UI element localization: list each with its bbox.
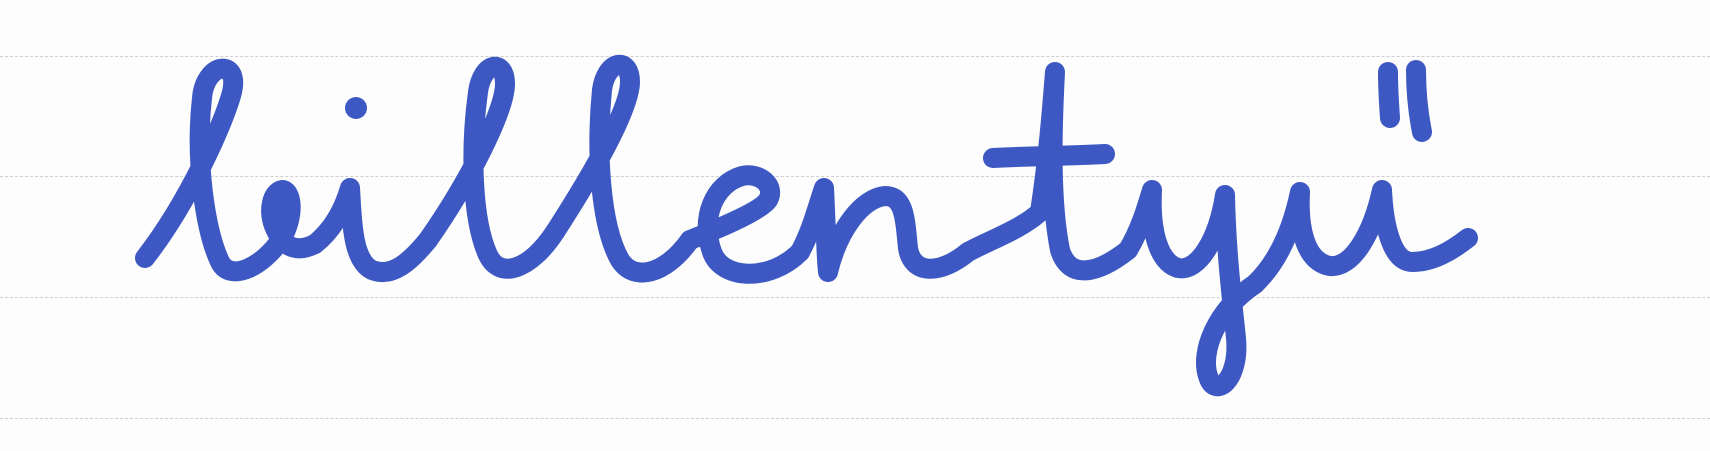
t-crossbar [993, 154, 1105, 158]
handwritten-letter-b [145, 69, 315, 272]
handwritten-letter-l [428, 67, 555, 269]
accent-mark [1416, 70, 1422, 132]
i-dot [345, 97, 367, 119]
handwritten-letter-i [315, 188, 428, 272]
handwritten-letter-e [690, 175, 800, 273]
accent-mark [1388, 72, 1390, 118]
handwritten-letter-t [968, 72, 1128, 270]
handwritten-letter-n [800, 188, 968, 272]
handwritten-letter-y [1128, 190, 1255, 386]
handwritten-letter-l [555, 65, 690, 273]
handwritten-letter-u [1255, 190, 1468, 284]
